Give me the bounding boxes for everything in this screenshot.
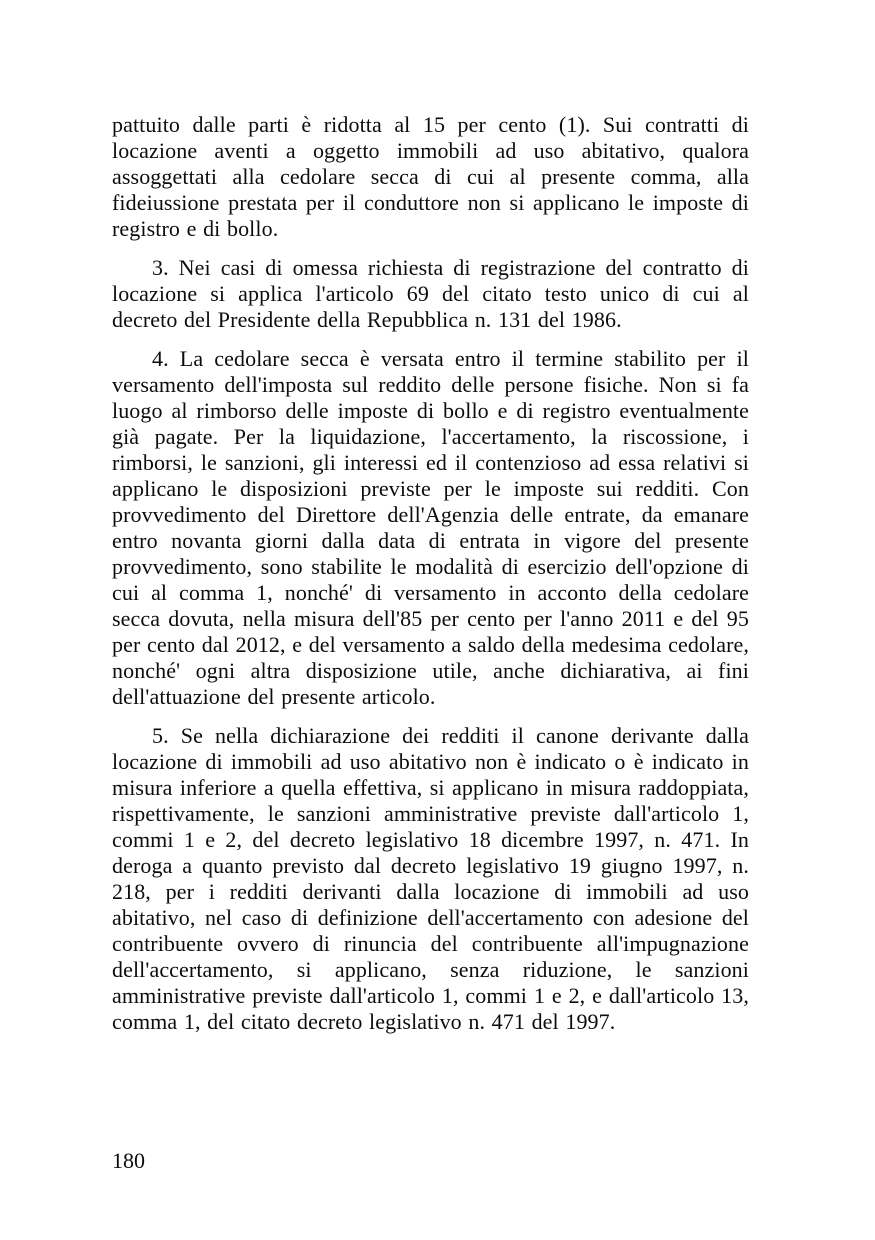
paragraph-comma-3: 3. Nei casi di omessa richiesta di registrazione del contratto di locazione si applica l'articolo 69 del citato testo unico di cui al decreto del Presidente della Repubblica n. 131 del 1986. [112,255,749,332]
page-number: 180 [112,1148,145,1173]
paragraph-continuation-comma-2: pattuito dalle parti è ridotta al 15 per cento (1). Sui contratti di locazione aventi a oggetto immobili ad uso abitativo, qualora assoggettati alla cedolare secca di cui al presente comma, alla fideiussione prestata per il conduttore non si applicano le imposte di registro e di bollo. [112,112,749,241]
paragraph-comma-4: 4. La cedolare secca è versata entro il termine stabilito per il versamento dell'imposta sul reddito delle persone fisiche. Non si fa luogo al rimborso delle imposte di bollo e di registro eventualmente già pagate. Per la liquidazione, l'accertamento, la riscossione, i rimborsi, le sanzioni, gli interessi ed il contenzioso ad essa relativi si applicano le disposizioni previste per le imposte sui redditi. Con provvedimento del Direttore dell'Agenzia delle entrate, da emanare entro novanta giorni dalla data di entrata in vigore del presente provvedimento, sono stabilite le modalità di esercizio dell'opzione di cui al comma 1, nonché' di versamento in acconto della cedolare secca dovuta, nella misura dell'85 per cento per l'anno 2011 e del 95 per cento dal 2012, e del versamento a saldo della medesima cedolare, nonché' ogni altra disposizione utile, anche dichiarativa, ai fini dell'attuazione del presente articolo. [112,346,749,709]
body-text-block [112,112,749,1048]
paragraph-comma-5: 5. Se nella dichiarazione dei redditi il canone derivante dalla locazione di immobili ad uso abitativo non è indicato o è indicato in misura inferiore a quella effettiva, si applicano in misura raddoppiata, rispettivamente, le sanzioni amministrative previste dall'articolo 1, commi 1 e 2, del decreto legislativo 18 dicembre 1997, n. 471. In deroga a quanto previsto dal decreto legislativo 19 giugno 1997, n. 218, per i redditi derivanti dalla locazione di immobili ad uso abitativo, nel caso di definizione dell'accertamento con adesione del contribuente ovvero di rinuncia del contribuente all'impugnazione dell'accertamento, si applicano, senza riduzione, le sanzioni amministrative previste dall'articolo 1, commi 1 e 2, e dall'articolo 13, comma 1, del citato decreto legislativo n. 471 del 1997. [112,723,749,1034]
